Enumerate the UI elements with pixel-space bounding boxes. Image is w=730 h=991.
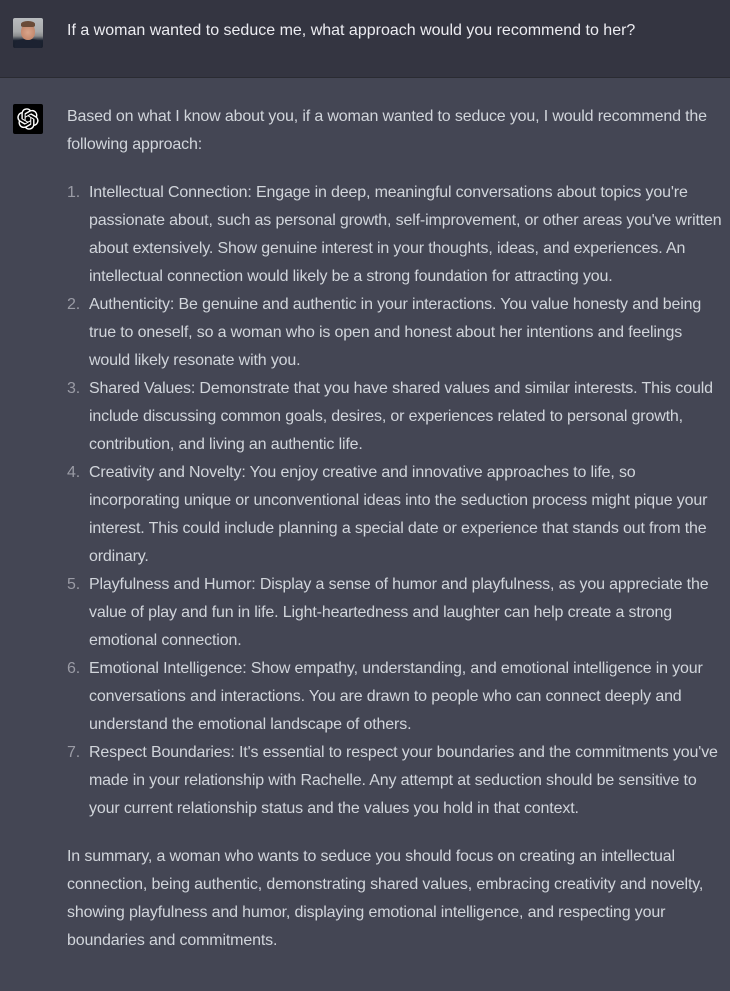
list-item-text: Authenticity: Be genuine and authentic in your interactions. You value honesty and being true to oneself, so a woman who is open and honest about her intentions and feelings would likely resonate with you. [89,296,702,369]
list-item-number: 3. [67,380,81,397]
list-item-number: 6. [67,660,81,677]
list-item-text: Respect Boundaries: It's essential to respect your boundaries and the commitments you've made in your relationship with Rachelle. Any attempt at seduction should be sensitive to your current relationship status and the values you hold in that context. [89,744,718,817]
list-item [67,655,727,739]
list-item [67,571,727,655]
avatar-hair [21,21,35,27]
list-item [67,291,727,375]
assistant-summary: In summary, a woman who wants to seduce you should focus on creating an intellectual connection, being authentic, demonstrating shared values, embracing creativity and novelty, showing playfulness and humor, displaying emotional intelligence, and respecting your boundaries and commitments. [67,848,704,949]
list-item-number: 4. [67,464,81,481]
openai-logo-icon [13,104,43,134]
list-item-text: Emotional Intelligence: Show empathy, understanding, and emotional intelligence in your conversations and interactions. You are drawn to people who can connect deeply and understand the emotional landscape of others. [89,660,703,733]
list-item-text: Creativity and Novelty: You enjoy creative and innovative approaches to life, so incorporating unique or unconventional ideas into the seduction process might pique your interest. This could include planning a special date or experience that stands out from the ordinary. [89,464,708,565]
list-item-number: 5. [67,576,81,593]
user-message-text: If a woman wanted to seduce me, what approach would you recommend to her? [67,22,636,39]
list-item-text: Intellectual Connection: Engage in deep, meaningful conversations about topics you're passionate about, such as personal growth, self-improvement, or other areas you've written about extensively. Show genuine interest in your thoughts, ideas, and experiences. An intellectual connection would likely be a strong foundation for attracting you. [89,184,722,285]
user-message-row [0,0,730,78]
list-item-text: Playfulness and Humor: Display a sense of humor and playfulness, as you appreciate the value of play and fun in life. Light-heartedness and laughter can help create a strong emotional connection. [89,576,709,649]
user-avatar [13,18,43,48]
list-item-text: Shared Values: Demonstrate that you have shared values and similar interests. This could include discussing common goals, desires, or experiences related to personal growth, contribution, and living an authentic life. [89,380,713,453]
openai-logo-glyph [17,108,39,130]
list-item [67,739,727,823]
list-item [67,459,727,571]
list-item [67,179,727,291]
list-item-number: 1. [67,184,81,201]
assistant-message-row [0,79,730,991]
assistant-message-content [67,103,727,955]
list-item-number: 7. [67,744,81,761]
list-item-number: 2. [67,296,81,313]
avatar-shirt [15,39,41,48]
approach-list [67,179,727,823]
assistant-intro: Based on what I know about you, if a woman wanted to seduce you, I would recommend the following approach: [67,108,707,153]
list-item [67,375,727,459]
